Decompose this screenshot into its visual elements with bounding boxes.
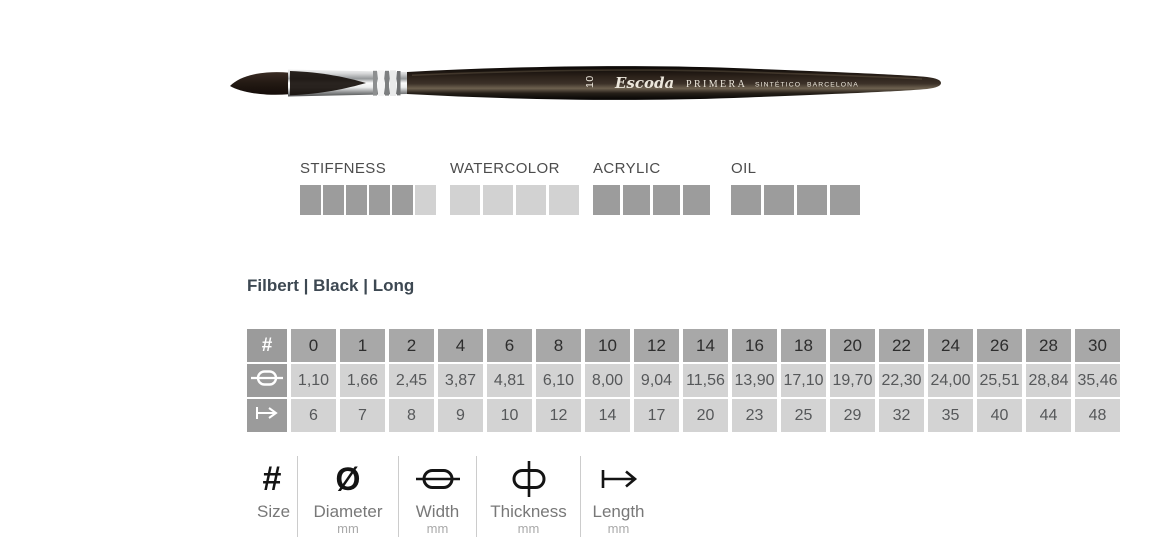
length-value-cell: 10: [487, 399, 532, 432]
rating-bar: [450, 185, 579, 215]
width-value-cell: 1,10: [291, 364, 336, 397]
legend-unit: mm: [607, 521, 630, 537]
rating-square-filled: [369, 185, 390, 215]
size-column-header: 26: [977, 329, 1022, 362]
rating-square-filled: [731, 185, 761, 215]
width-value-cell: 19,70: [830, 364, 875, 397]
length-value-cell: 48: [1075, 399, 1120, 432]
rating-label: OIL: [731, 160, 757, 177]
size-hash-header: #: [247, 329, 287, 362]
length-value-cell: 40: [977, 399, 1022, 432]
legend-label: Diameter: [313, 502, 383, 521]
rating-label: STIFFNESS: [300, 160, 387, 177]
brush-product-image: [227, 50, 947, 110]
rating-oil: [731, 160, 860, 215]
rating-label: WATERCOLOR: [450, 160, 560, 177]
width-value-cell: 6,10: [536, 364, 581, 397]
width-value-cell: 8,00: [585, 364, 630, 397]
rating-square-filled: [300, 185, 321, 215]
width-value-cell: 28,84: [1026, 364, 1071, 397]
width-row: [247, 364, 1120, 397]
width-value-cell: 25,51: [977, 364, 1022, 397]
length-value-cell: 32: [879, 399, 924, 432]
length-value-cell: 35: [928, 399, 973, 432]
length-value-cell: 17: [634, 399, 679, 432]
product-title: Filbert | Black | Long: [247, 276, 415, 295]
length-value-cell: 29: [830, 399, 875, 432]
rating-square-filled: [593, 185, 620, 215]
legend-diameter: [297, 456, 398, 537]
rating-watercolor: [450, 160, 579, 215]
length-value-cell: 12: [536, 399, 581, 432]
measurement-legend: [247, 456, 656, 537]
rating-bar: [593, 185, 710, 215]
rating-bar: [731, 185, 860, 215]
width-value-cell: 22,30: [879, 364, 924, 397]
rating-square-empty: [483, 185, 513, 215]
legend-size: [247, 456, 297, 537]
rating-acrylic: [593, 160, 710, 215]
legend-label: Length: [592, 502, 645, 521]
size-column-header: 14: [683, 329, 728, 362]
rating-square-filled: [623, 185, 650, 215]
length-value-cell: 9: [438, 399, 483, 432]
rating-square-filled: [797, 185, 827, 215]
thickness-icon: [487, 456, 570, 502]
size-column-header: 24: [928, 329, 973, 362]
length-value-cell: 8: [389, 399, 434, 432]
width-value-cell: 3,87: [438, 364, 483, 397]
length-value-cell: 7: [340, 399, 385, 432]
size-column-header: 2: [389, 329, 434, 362]
size-column-header: 28: [1026, 329, 1071, 362]
size-column-header: 20: [830, 329, 875, 362]
width-value-cell: 11,56: [683, 364, 728, 397]
legend-width: [398, 456, 476, 537]
legend-unit: mm: [426, 521, 449, 537]
rating-square-empty: [516, 185, 546, 215]
size-column-header: 8: [536, 329, 581, 362]
brush-material-imprint: SINTÉTICO: [755, 81, 802, 89]
legend-label: Size: [257, 502, 291, 521]
width-value-cell: 35,46: [1075, 364, 1120, 397]
size-header-row: [247, 329, 1120, 362]
size-column-header: 1: [340, 329, 385, 362]
rating-square-filled: [323, 185, 344, 215]
legend-label: Width: [415, 502, 460, 521]
size-column-header: 12: [634, 329, 679, 362]
size-column-header: 0: [291, 329, 336, 362]
rating-square-empty: [415, 185, 436, 215]
hash-icon: #: [262, 460, 282, 498]
length-value-cell: 6: [291, 399, 336, 432]
size-table: [243, 327, 1124, 434]
rating-square-empty: [549, 185, 579, 215]
length-value-cell: 23: [732, 399, 777, 432]
length-icon: [591, 456, 646, 502]
brush-size-imprint: 10: [584, 75, 596, 88]
legend-unit: mm: [337, 521, 359, 537]
length-value-cell: 44: [1026, 399, 1071, 432]
legend-unit: mm: [517, 521, 540, 537]
brush-series-imprint: PRIMERA: [686, 79, 748, 90]
rating-square-filled: [683, 185, 710, 215]
width-value-cell: 9,04: [634, 364, 679, 397]
diameter-icon: Ø: [335, 461, 361, 497]
rating-square-filled: [830, 185, 860, 215]
brush-illustration: [227, 50, 947, 110]
width-icon: [409, 456, 466, 502]
rating-bar: [300, 185, 436, 215]
brush-city-imprint: BARCELONA: [807, 81, 859, 89]
width-value-cell: 24,00: [928, 364, 973, 397]
size-column-header: 16: [732, 329, 777, 362]
width-value-cell: 17,10: [781, 364, 826, 397]
rating-square-filled: [653, 185, 680, 215]
size-column-header: 10: [585, 329, 630, 362]
rating-square-filled: [764, 185, 794, 215]
length-value-cell: 20: [683, 399, 728, 432]
size-column-header: 6: [487, 329, 532, 362]
rating-stiffness: [300, 160, 436, 215]
width-value-cell: 13,90: [732, 364, 777, 397]
length-icon: [247, 399, 287, 432]
rating-square-empty: [450, 185, 480, 215]
size-column-header: 22: [879, 329, 924, 362]
width-value-cell: 4,81: [487, 364, 532, 397]
legend-length: [580, 456, 656, 537]
width-value-cell: 2,45: [389, 364, 434, 397]
width-value-cell: 1,66: [340, 364, 385, 397]
length-value-cell: 25: [781, 399, 826, 432]
width-icon: [247, 364, 287, 397]
size-column-header: 30: [1075, 329, 1120, 362]
rating-square-filled: [346, 185, 367, 215]
legend-unit: [257, 522, 287, 536]
size-column-header: 4: [438, 329, 483, 362]
rating-square-filled: [392, 185, 413, 215]
rating-label: ACRYLIC: [593, 160, 661, 177]
size-column-header: 18: [781, 329, 826, 362]
length-row: [247, 399, 1120, 432]
brush-brand-imprint: Escoda: [615, 74, 675, 92]
legend-thickness: [476, 456, 580, 537]
legend-label: Thickness: [490, 502, 567, 521]
length-value-cell: 14: [585, 399, 630, 432]
